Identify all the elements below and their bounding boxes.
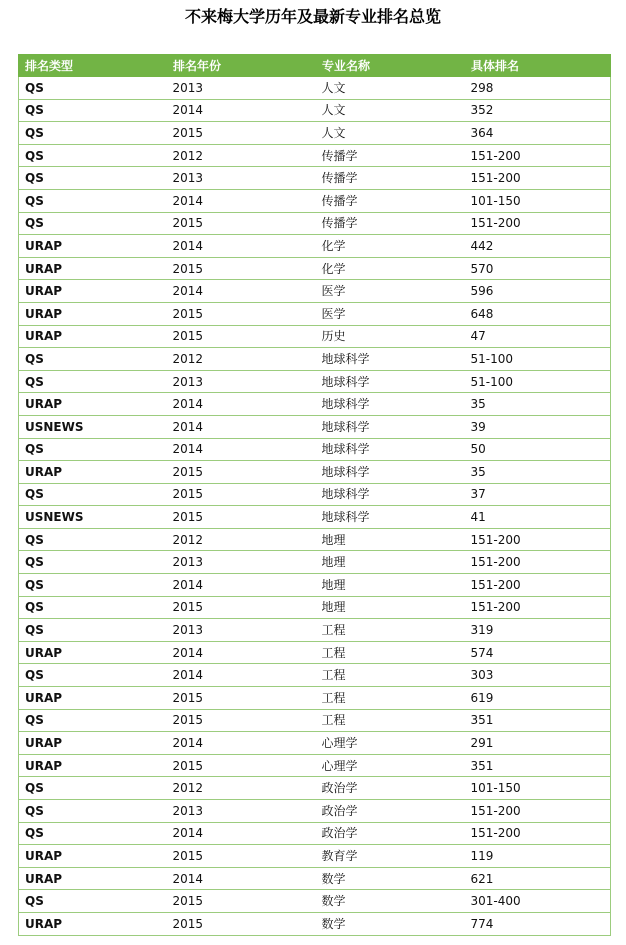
cell-ranking-year: 2012 [167,348,316,371]
cell-subject-name: 地球科学 [316,461,465,484]
table-row [19,189,611,212]
table-row [19,77,611,100]
table-row [19,302,611,325]
header-ranking-year: 排名年份 [167,55,316,77]
cell-ranking-year: 2014 [167,438,316,461]
cell-subject-name: 心理学 [316,732,465,755]
cell-ranking-year: 2014 [167,99,316,122]
cell-ranking-type: URAP [19,732,167,755]
table-row [19,122,611,145]
cell-ranking-year: 2015 [167,325,316,348]
header-subject-name: 专业名称 [316,55,465,77]
table-row [19,867,611,890]
cell-ranking-type: USNEWS [19,506,167,529]
cell-ranking-type: URAP [19,325,167,348]
table-row [19,370,611,393]
table-row [19,167,611,190]
cell-ranking-year: 2015 [167,506,316,529]
cell-subject-name: 地球科学 [316,506,465,529]
cell-ranking-type: QS [19,370,167,393]
cell-subject-name: 人文 [316,77,465,100]
cell-rank: 151-200 [465,528,611,551]
cell-ranking-year: 2015 [167,461,316,484]
cell-ranking-type: QS [19,800,167,823]
cell-rank: 648 [465,302,611,325]
cell-ranking-type: QS [19,664,167,687]
table-row [19,235,611,258]
cell-ranking-year: 2014 [167,664,316,687]
cell-ranking-type: URAP [19,687,167,710]
table-row [19,528,611,551]
cell-ranking-type: URAP [19,461,167,484]
cell-rank: 41 [465,506,611,529]
cell-rank: 352 [465,99,611,122]
cell-ranking-year: 2015 [167,302,316,325]
cell-rank: 151-200 [465,574,611,597]
cell-ranking-year: 2014 [167,732,316,755]
table-row [19,393,611,416]
header-row [19,55,611,77]
table-row [19,709,611,732]
cell-ranking-type: QS [19,483,167,506]
cell-subject-name: 人文 [316,122,465,145]
cell-subject-name: 传播学 [316,167,465,190]
table-row [19,99,611,122]
cell-subject-name: 医学 [316,280,465,303]
cell-ranking-type: QS [19,99,167,122]
cell-ranking-type: QS [19,438,167,461]
cell-rank: 47 [465,325,611,348]
table-row [19,687,611,710]
cell-ranking-type: QS [19,890,167,913]
cell-ranking-type: QS [19,574,167,597]
cell-ranking-year: 2012 [167,777,316,800]
table-row [19,144,611,167]
cell-ranking-year: 2014 [167,280,316,303]
cell-rank: 774 [465,912,611,935]
cell-ranking-year: 2014 [167,867,316,890]
cell-ranking-type: QS [19,189,167,212]
cell-rank: 101-150 [465,777,611,800]
cell-rank: 51-100 [465,348,611,371]
cell-ranking-year: 2014 [167,393,316,416]
cell-ranking-type: QS [19,122,167,145]
cell-rank: 151-200 [465,144,611,167]
cell-subject-name: 历史 [316,325,465,348]
table-row [19,664,611,687]
cell-ranking-type: URAP [19,302,167,325]
table-row [19,641,611,664]
cell-rank: 151-200 [465,167,611,190]
cell-ranking-year: 2015 [167,687,316,710]
header-ranking-type: 排名类型 [19,55,167,77]
cell-ranking-year: 2015 [167,754,316,777]
cell-ranking-year: 2015 [167,212,316,235]
cell-rank: 570 [465,257,611,280]
cell-ranking-type: URAP [19,257,167,280]
cell-ranking-type: URAP [19,393,167,416]
cell-ranking-type: QS [19,551,167,574]
cell-ranking-type: QS [19,348,167,371]
table-row [19,890,611,913]
cell-subject-name: 传播学 [316,189,465,212]
page-title: 不来梅大学历年及最新专业排名总览 [184,7,441,26]
cell-ranking-year: 2013 [167,551,316,574]
cell-rank: 151-200 [465,822,611,845]
cell-rank: 351 [465,709,611,732]
cell-subject-name: 工程 [316,664,465,687]
cell-subject-name: 地球科学 [316,415,465,438]
cell-rank: 319 [465,619,611,642]
ranking-table [18,54,611,936]
cell-subject-name: 地球科学 [316,348,465,371]
table-row [19,732,611,755]
cell-ranking-type: URAP [19,845,167,868]
cell-rank: 301-400 [465,890,611,913]
table-row [19,280,611,303]
cell-rank: 621 [465,867,611,890]
table-row [19,506,611,529]
cell-subject-name: 工程 [316,641,465,664]
cell-rank: 35 [465,393,611,416]
cell-subject-name: 人文 [316,99,465,122]
table-row [19,596,611,619]
cell-ranking-type: QS [19,709,167,732]
table-row [19,415,611,438]
cell-ranking-type: QS [19,144,167,167]
cell-subject-name: 传播学 [316,144,465,167]
cell-ranking-year: 2015 [167,845,316,868]
table-row [19,822,611,845]
table-header [19,55,611,77]
table-row [19,912,611,935]
cell-subject-name: 地球科学 [316,370,465,393]
cell-ranking-year: 2013 [167,77,316,100]
cell-rank: 39 [465,415,611,438]
table-row [19,461,611,484]
table-row [19,574,611,597]
cell-subject-name: 政治学 [316,800,465,823]
cell-subject-name: 地理 [316,551,465,574]
table-row [19,348,611,371]
cell-subject-name: 传播学 [316,212,465,235]
cell-ranking-year: 2014 [167,574,316,597]
cell-subject-name: 数学 [316,912,465,935]
cell-subject-name: 化学 [316,235,465,258]
cell-ranking-year: 2012 [167,528,316,551]
table-row [19,212,611,235]
cell-subject-name: 工程 [316,687,465,710]
cell-ranking-type: QS [19,167,167,190]
cell-ranking-type: URAP [19,641,167,664]
cell-subject-name: 地理 [316,574,465,597]
cell-subject-name: 政治学 [316,777,465,800]
cell-ranking-type: URAP [19,235,167,258]
table-row [19,800,611,823]
cell-subject-name: 教育学 [316,845,465,868]
cell-ranking-type: URAP [19,754,167,777]
cell-rank: 119 [465,845,611,868]
cell-ranking-year: 2013 [167,167,316,190]
cell-rank: 50 [465,438,611,461]
cell-ranking-type: URAP [19,280,167,303]
cell-subject-name: 数学 [316,890,465,913]
table-row [19,257,611,280]
cell-rank: 351 [465,754,611,777]
cell-ranking-type: URAP [19,912,167,935]
cell-rank: 619 [465,687,611,710]
cell-rank: 35 [465,461,611,484]
cell-rank: 364 [465,122,611,145]
table-row [19,777,611,800]
cell-subject-name: 地理 [316,528,465,551]
cell-rank: 291 [465,732,611,755]
cell-subject-name: 政治学 [316,822,465,845]
table-row [19,845,611,868]
cell-ranking-type: QS [19,619,167,642]
cell-subject-name: 地球科学 [316,483,465,506]
table-row [19,325,611,348]
cell-subject-name: 地理 [316,596,465,619]
cell-ranking-year: 2014 [167,822,316,845]
cell-ranking-type: URAP [19,867,167,890]
cell-ranking-year: 2014 [167,641,316,664]
cell-subject-name: 医学 [316,302,465,325]
cell-rank: 574 [465,641,611,664]
cell-ranking-year: 2013 [167,800,316,823]
cell-subject-name: 地球科学 [316,438,465,461]
cell-rank: 101-150 [465,189,611,212]
cell-rank: 303 [465,664,611,687]
cell-rank: 37 [465,483,611,506]
cell-rank: 151-200 [465,596,611,619]
cell-rank: 298 [465,77,611,100]
cell-ranking-year: 2014 [167,189,316,212]
table-row [19,754,611,777]
cell-ranking-type: QS [19,596,167,619]
cell-ranking-type: QS [19,528,167,551]
table-body [19,77,611,936]
table-row [19,438,611,461]
table-row [19,551,611,574]
cell-ranking-year: 2015 [167,890,316,913]
cell-ranking-year: 2012 [167,144,316,167]
cell-subject-name: 地球科学 [316,393,465,416]
cell-ranking-type: QS [19,822,167,845]
cell-ranking-year: 2013 [167,370,316,393]
cell-ranking-year: 2015 [167,257,316,280]
cell-ranking-type: QS [19,777,167,800]
cell-ranking-year: 2015 [167,596,316,619]
cell-rank: 151-200 [465,212,611,235]
cell-subject-name: 心理学 [316,754,465,777]
cell-ranking-year: 2015 [167,483,316,506]
cell-ranking-year: 2015 [167,912,316,935]
cell-rank: 51-100 [465,370,611,393]
table-row [19,483,611,506]
cell-subject-name: 工程 [316,619,465,642]
cell-ranking-year: 2014 [167,415,316,438]
cell-subject-name: 数学 [316,867,465,890]
cell-ranking-year: 2013 [167,619,316,642]
cell-subject-name: 化学 [316,257,465,280]
cell-rank: 442 [465,235,611,258]
cell-subject-name: 工程 [316,709,465,732]
cell-ranking-year: 2015 [167,709,316,732]
cell-ranking-type: QS [19,77,167,100]
cell-ranking-type: QS [19,212,167,235]
header-rank: 具体排名 [465,55,611,77]
cell-ranking-year: 2015 [167,122,316,145]
cell-rank: 596 [465,280,611,303]
cell-rank: 151-200 [465,551,611,574]
cell-rank: 151-200 [465,800,611,823]
table-row [19,619,611,642]
cell-ranking-year: 2014 [167,235,316,258]
cell-ranking-type: USNEWS [19,415,167,438]
